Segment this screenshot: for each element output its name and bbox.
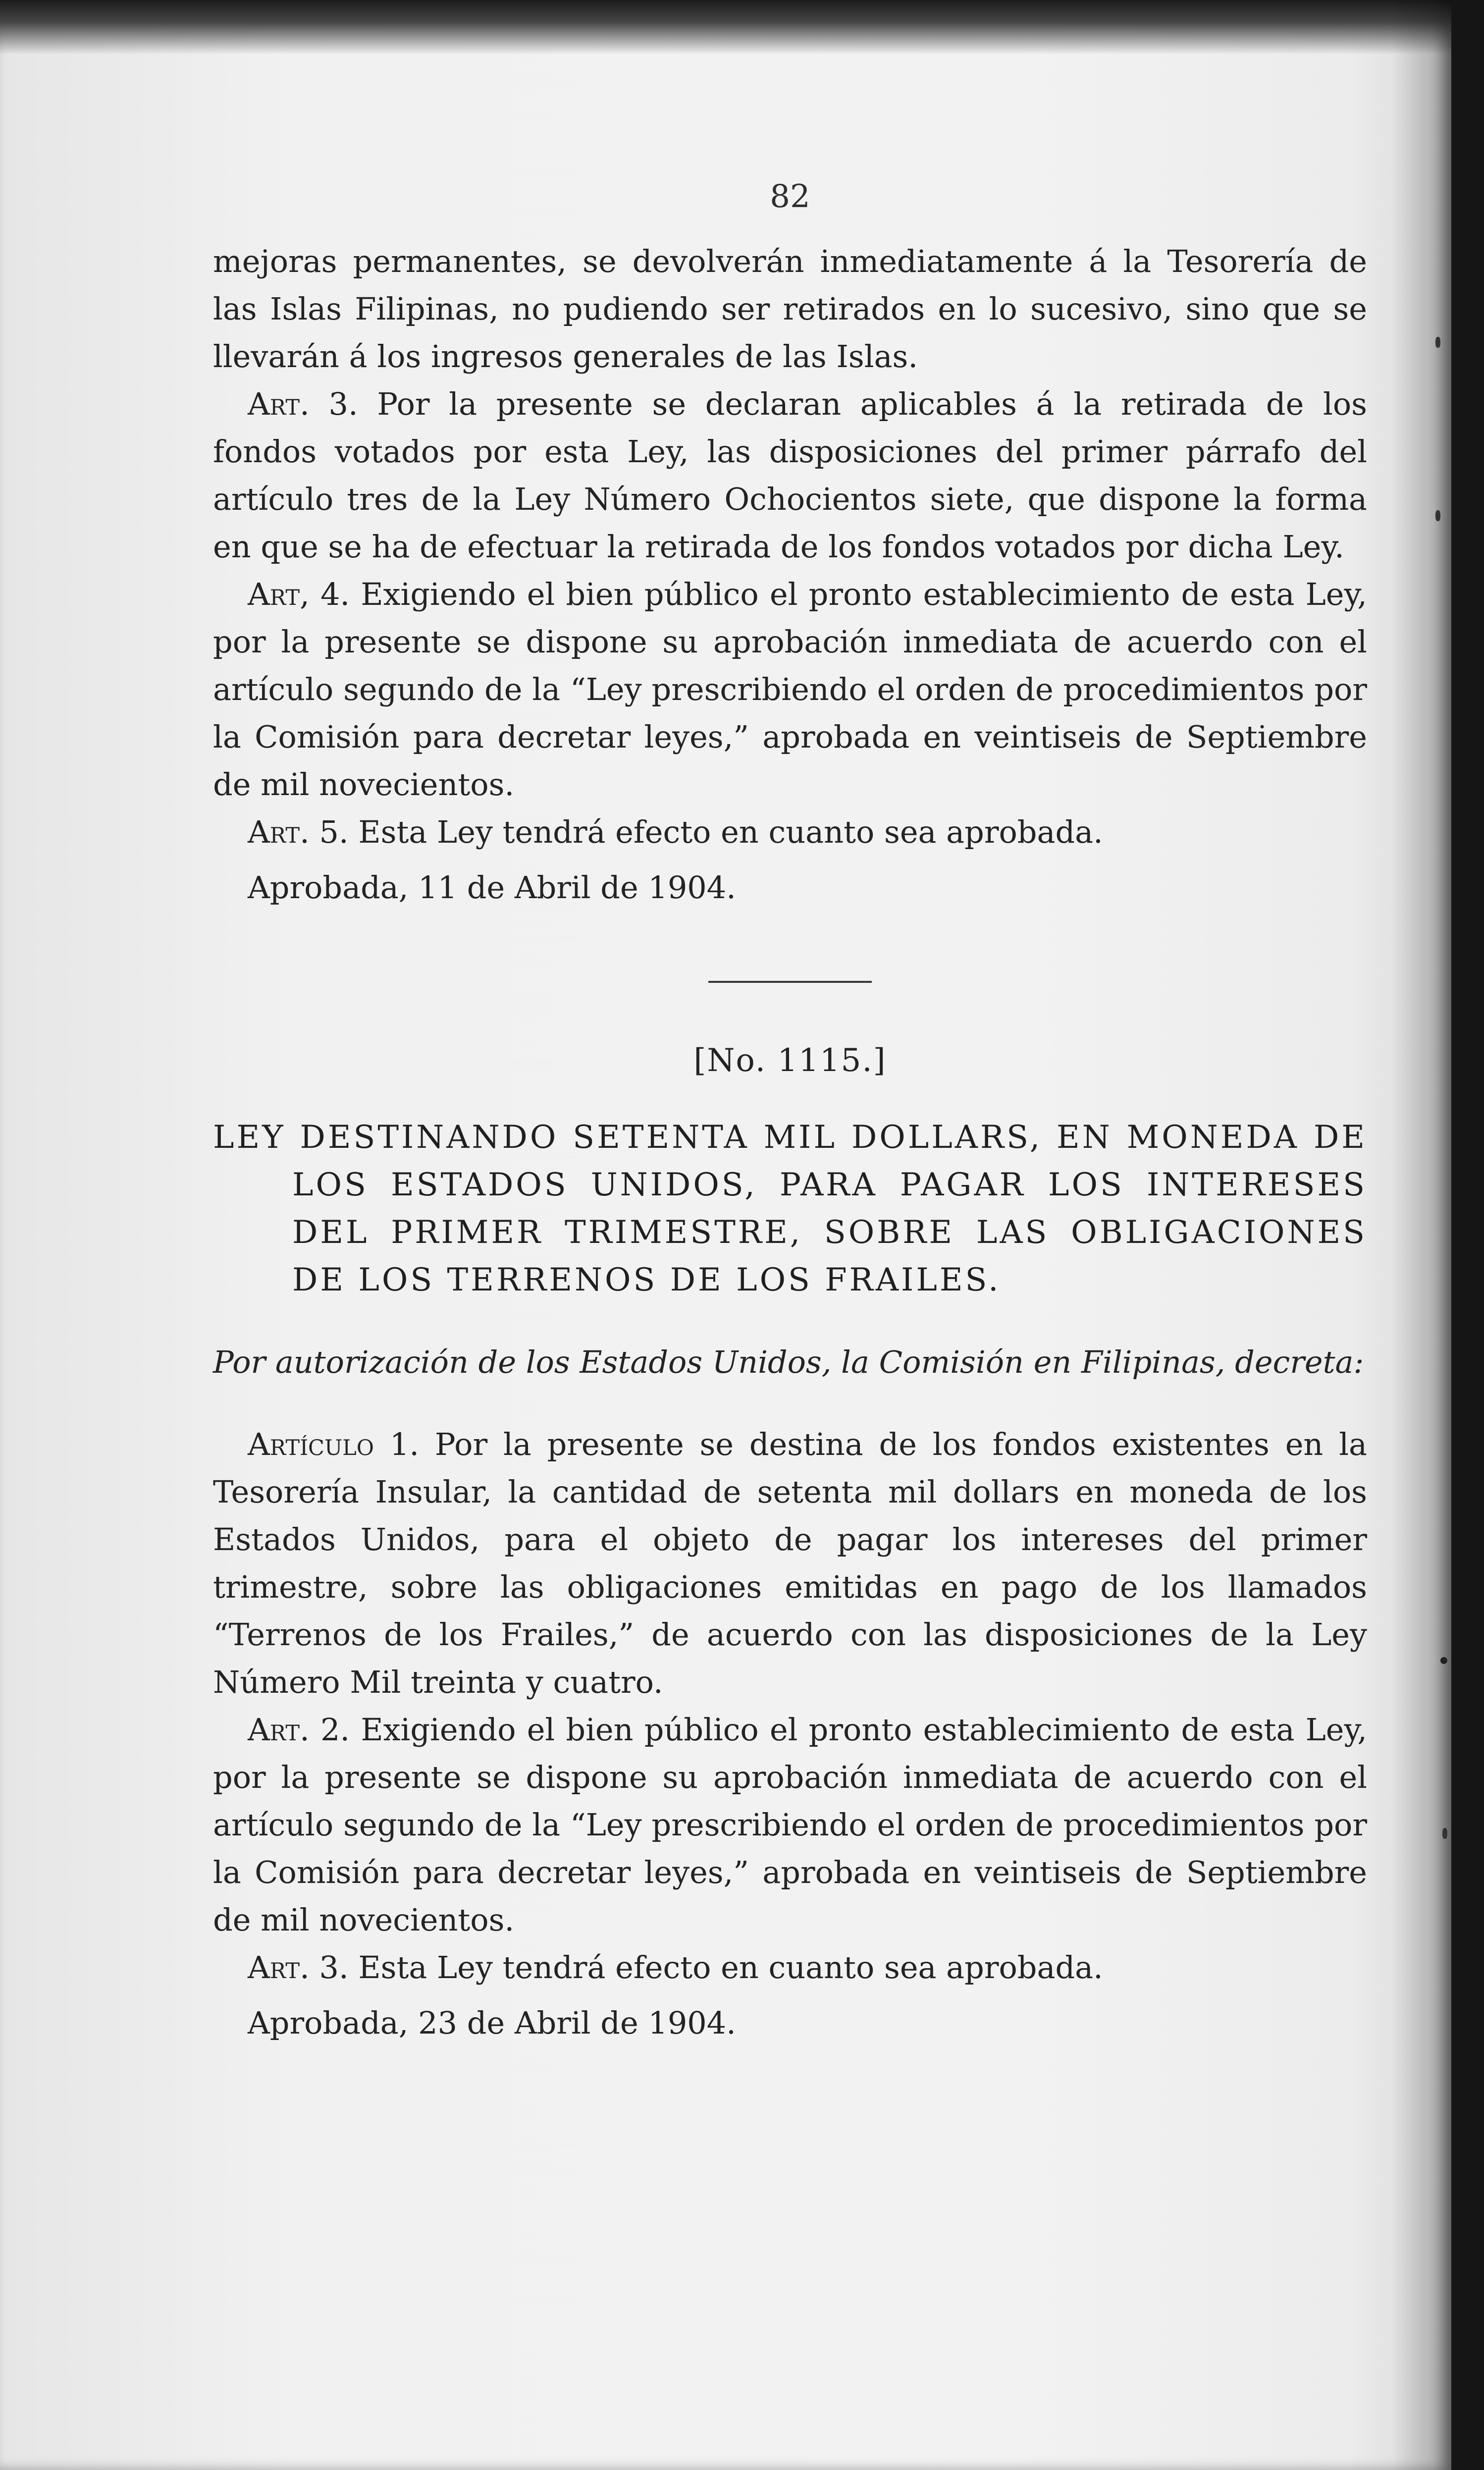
article-label: Art. 3.: [248, 386, 358, 422]
section-divider: [708, 981, 872, 983]
article-5-paragraph: [213, 808, 1367, 856]
page-fold-shadow: [1392, 0, 1451, 2470]
approval-date: Aprobada, 11 de Abril de 1904.: [248, 869, 736, 906]
law-title: LEY DESTINANDO SETENTA MIL DOLLARS, EN MONEDA DE LOS ESTADOS UNIDOS, PARA PAGAR LOS INTERESES DEL PRIMER TRIMESTRE, SOBRE LAS OBLIGACIONES DE LOS TERRENOS DE LOS FRAILES.: [213, 1119, 1367, 1298]
article-text: Esta Ley tendrá efecto en cuanto sea aprobada.: [358, 814, 1103, 850]
article-label: Art. 5.: [248, 814, 349, 850]
article-3-paragraph: [213, 1944, 1367, 1991]
continuation-paragraph: mejoras permanentes, se devolverán inmediatamente á la Tesorería de las Islas Filipinas, no pudiendo ser retirados en lo sucesivo, sino que se llevarán á los ingresos generales de las Islas.: [213, 243, 1367, 375]
margin-speck: [1442, 1828, 1447, 1839]
article-label: Artículo 1.: [248, 1426, 420, 1462]
top-edge-shadow: [0, 0, 1451, 54]
article-label: Art. 3.: [248, 1949, 349, 1986]
preamble: Por autorización de los Estados Unidos, la Comisión en Filipinas, decreta:: [213, 1344, 1364, 1380]
margin-speck: [1435, 337, 1440, 348]
article-2-paragraph: [213, 1706, 1367, 1944]
article-3-paragraph: [213, 380, 1367, 571]
article-text: Por la presente se destina de los fondos existentes en la Tesorería Insular, la cantidad de setenta mil dollars en moneda de los Estados Unidos, para el objeto de pagar los intereses del primer trimestre, sobre las obligaciones emitidas en pago de los llamados “Terrenos de los Frailes,” de acuerdo con las disposiciones de la Ley Número Mil treinta y cuatro.: [213, 1426, 1367, 1700]
law-number: [No. 1115.]: [693, 1042, 887, 1079]
approval-date: Aprobada, 23 de Abril de 1904.: [248, 2005, 736, 2041]
margin-speck: [1435, 510, 1440, 521]
margin-speck: [1440, 1657, 1447, 1664]
article-1-paragraph: [213, 1421, 1367, 1706]
article-text: Exigiendo el bien público el pronto establecimiento de esta Ley, por la presente se dispone su aprobación inmediata de acuerdo con el artículo segundo de la “Ley prescribiendo el orden de procedimientos por la Comisión para decretar leyes,” aprobada en veintiseis de Septiembre de mil novecientos.: [213, 1712, 1367, 1938]
page-number: 82: [770, 178, 810, 215]
article-text: Por la presente se declaran aplicables á la retirada de los fondos votados por esta Ley, las disposiciones del primer párrafo del artículo tres de la Ley Número Ochocientos siete, que dispone la forma en que se ha de efectuar la retirada de los fondos votados por dicha Ley.: [213, 386, 1367, 565]
article-4-paragraph: [213, 571, 1367, 808]
article-label: Art. 2.: [248, 1712, 350, 1748]
article-text: Exigiendo el bien público el pronto establecimiento de esta Ley, por la presente se dispone su aprobación inmediata de acuerdo con el artículo segundo de la “Ley prescribiendo el orden de procedimientos por la Comisión para decretar leyes,” aprobada en veintiseis de Septiembre de mil novecientos.: [213, 576, 1367, 803]
article-label: Art, 4.: [248, 576, 350, 612]
article-text: Esta Ley tendrá efecto en cuanto sea aprobada.: [358, 1949, 1103, 1986]
page-text: [213, 178, 1367, 2047]
